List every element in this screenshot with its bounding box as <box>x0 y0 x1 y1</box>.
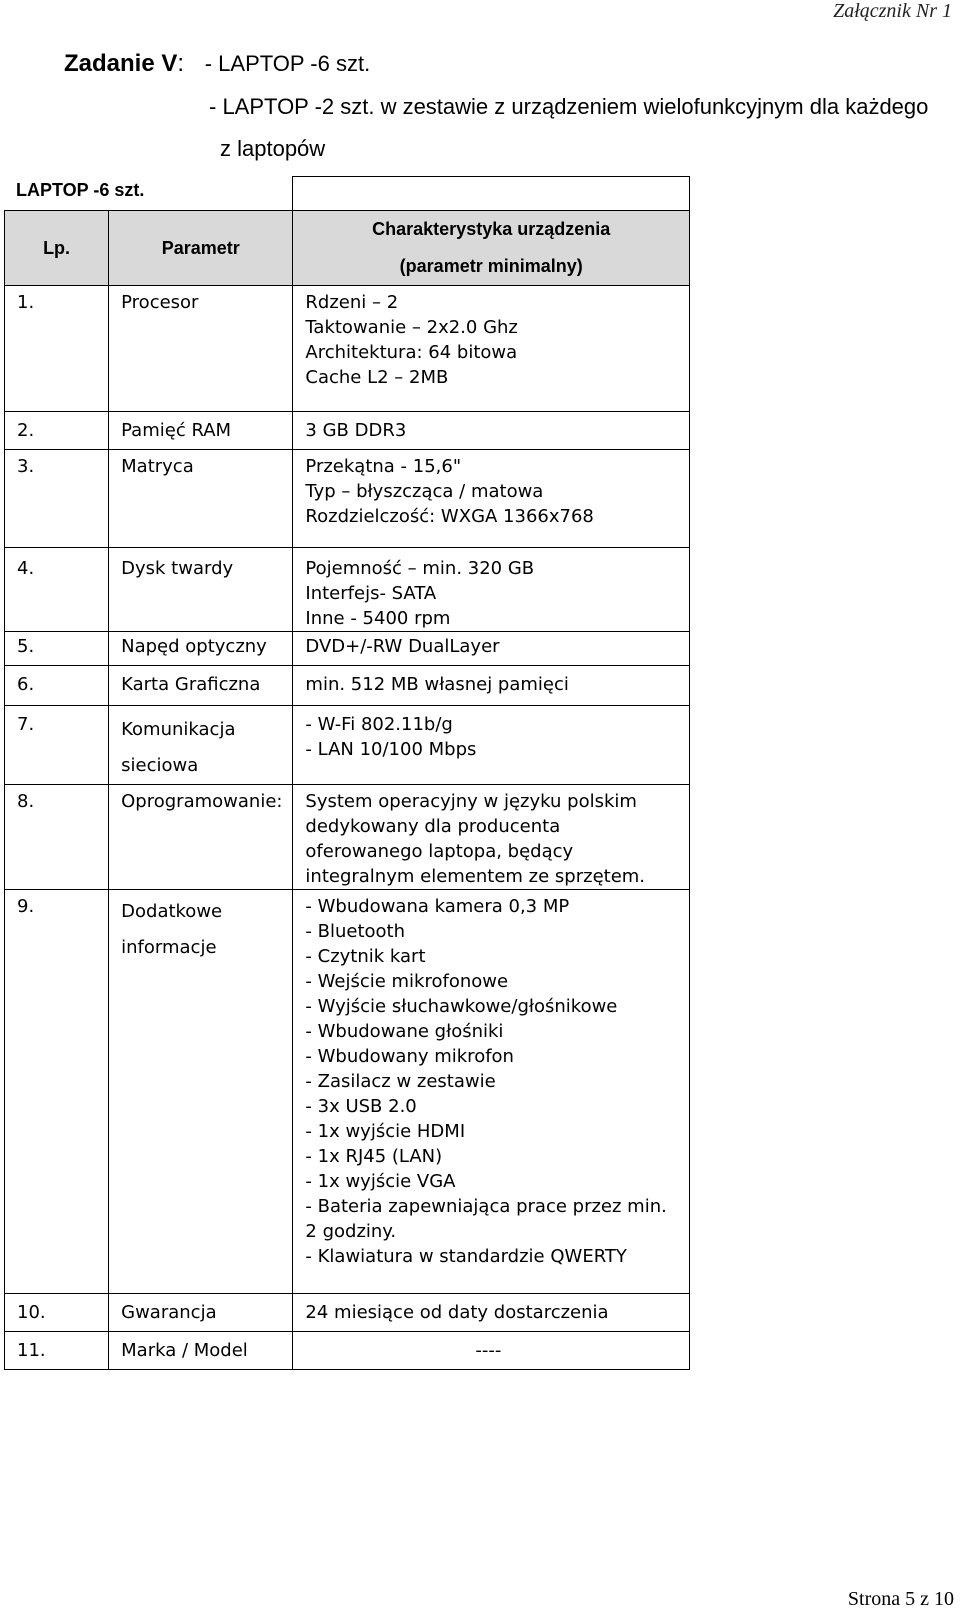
value-line: - Zasilacz w zestawie <box>305 1071 496 1092</box>
value-line: 24 miesiące od daty dostarczenia <box>305 1302 609 1323</box>
row-number: 6. <box>5 666 109 706</box>
table-row <box>5 785 690 890</box>
section-title: LAPTOP -6 szt. <box>16 180 145 200</box>
table-row <box>5 1332 690 1370</box>
row-number: 8. <box>5 785 109 890</box>
value-line: 2 godziny. <box>305 1221 397 1242</box>
value-line: integralnym elementem ze sprzętem. <box>305 866 646 887</box>
page-number: Strona 5 z 10 <box>847 1588 954 1610</box>
value-line: Rozdzielczość: WXGA 1366x768 <box>305 506 594 527</box>
value-line: 3 GB DDR3 <box>305 420 407 441</box>
task-label: Zadanie V <box>64 50 178 77</box>
parameter-line: Matryca <box>121 456 194 477</box>
value-line: Architektura: 64 bitowa <box>305 342 518 363</box>
value-line: - Bluetooth <box>305 921 406 942</box>
row-parameter <box>109 632 293 666</box>
parameter-line: Pamięć RAM <box>121 420 232 441</box>
row-value <box>293 890 690 1294</box>
table-row <box>5 1294 690 1332</box>
row-number: 11. <box>5 1332 109 1370</box>
header-lp: Lp. <box>5 211 109 286</box>
row-value <box>293 1294 690 1332</box>
row-parameter <box>109 412 293 450</box>
value-line: - Klawiatura w standardzie QWERTY <box>305 1246 627 1267</box>
task-heading <box>64 50 370 78</box>
row-parameter <box>109 890 293 1294</box>
value-line: Cache L2 – 2MB <box>305 367 449 388</box>
value-line: ---- <box>475 1340 502 1361</box>
value-line: - 1x wyjście VGA <box>305 1171 456 1192</box>
row-value <box>293 286 690 412</box>
value-line: - Wyjście słuchawkowe/głośnikowe <box>305 996 618 1017</box>
parameter-line: Karta Graficzna <box>121 674 261 695</box>
value-line: Inne - 5400 rpm <box>305 608 451 629</box>
row-value <box>293 785 690 890</box>
row-value <box>293 1332 690 1370</box>
row-parameter <box>109 666 293 706</box>
parameter-line: informacje <box>121 937 217 958</box>
row-parameter <box>109 1294 293 1332</box>
value-line: min. 512 MB własnej pamięci <box>305 674 569 695</box>
value-line: Interfejs- SATA <box>305 583 437 604</box>
table-row <box>5 632 690 666</box>
row-number: 5. <box>5 632 109 666</box>
value-line: Taktowanie – 2x2.0 Ghz <box>305 317 518 338</box>
value-line: - Wbudowana kamera 0,3 MP <box>305 896 570 917</box>
row-number: 2. <box>5 412 109 450</box>
parameter-line: Dodatkowe <box>121 901 223 922</box>
row-value <box>293 666 690 706</box>
parameter-line: Marka / Model <box>121 1340 248 1361</box>
row-parameter <box>109 548 293 632</box>
task-colon: : <box>177 50 185 77</box>
parameter-line: Komunikacja <box>121 719 236 740</box>
row-value <box>293 412 690 450</box>
header-param: Parametr <box>109 211 293 286</box>
table-row <box>5 666 690 706</box>
task-line-3: z laptopów <box>220 136 326 161</box>
row-parameter <box>109 706 293 785</box>
blank-cell <box>109 177 293 211</box>
row-number: 9. <box>5 890 109 1294</box>
row-value <box>293 706 690 785</box>
table-row <box>5 450 690 548</box>
parameter-line: Napęd optyczny <box>121 636 267 657</box>
value-line: Pojemność – min. 320 GB <box>305 558 535 579</box>
row-parameter <box>109 785 293 890</box>
table-row <box>5 286 690 412</box>
value-line: - Wbudowany mikrofon <box>305 1046 514 1067</box>
value-line: DVD+/-RW DualLayer <box>305 636 500 657</box>
row-number: 3. <box>5 450 109 548</box>
value-line: - LAN 10/100 Mbps <box>305 739 477 760</box>
header-char-line-2: (parametr minimalny) <box>399 256 583 276</box>
row-parameter <box>109 1332 293 1370</box>
row-value <box>293 548 690 632</box>
row-number: 4. <box>5 548 109 632</box>
value-line: - 1x wyjście HDMI <box>305 1121 466 1142</box>
parameter-line: sieciowa <box>121 755 199 776</box>
blank-cell <box>293 177 690 211</box>
table-row <box>5 548 690 632</box>
row-value <box>293 450 690 548</box>
blank-cell <box>5 177 109 211</box>
spec-table <box>4 176 690 1370</box>
value-line: - W-Fi 802.11b/g <box>305 714 453 735</box>
row-number: 10. <box>5 1294 109 1332</box>
value-line: - Czytnik kart <box>305 946 426 967</box>
value-line: - Wbudowane głośniki <box>305 1021 504 1042</box>
value-line: System operacyjny w języku polskim <box>305 791 637 812</box>
value-line: - Bateria zapewniająca prace przez min. <box>305 1196 667 1217</box>
task-line-1: - LAPTOP -6 szt. <box>204 51 371 76</box>
parameter-line: Dysk twardy <box>121 558 234 579</box>
value-line: Rdzeni – 2 <box>305 292 399 313</box>
attachment-label: Załącznik Nr 1 <box>833 0 952 22</box>
table-row <box>5 412 690 450</box>
row-parameter <box>109 450 293 548</box>
parameter-line: Procesor <box>121 292 199 313</box>
value-line: - Wejście mikrofonowe <box>305 971 509 992</box>
header-characteristics <box>293 211 690 286</box>
task-line-2: - LAPTOP -2 szt. w zestawie z urządzeniem wielofunkcyjnym dla każdego <box>209 94 929 119</box>
table-row <box>5 890 690 1294</box>
row-value <box>293 632 690 666</box>
value-line: oferowanego laptopa, będący <box>305 841 574 862</box>
value-line: dedykowany dla producenta <box>305 816 561 837</box>
value-line: - 1x RJ45 (LAN) <box>305 1146 443 1167</box>
value-line: - 3x USB 2.0 <box>305 1096 417 1117</box>
row-parameter <box>109 286 293 412</box>
table-row <box>5 706 690 785</box>
parameter-line: Oprogramowanie: <box>121 791 283 812</box>
value-line: Przekątna - 15,6" <box>305 456 462 477</box>
value-line: Typ – błyszcząca / matowa <box>305 481 544 502</box>
header-char-line-1: Charakterystyka urządzenia <box>372 219 611 239</box>
row-number: 1. <box>5 286 109 412</box>
parameter-line: Gwarancja <box>121 1302 217 1323</box>
row-number: 7. <box>5 706 109 785</box>
